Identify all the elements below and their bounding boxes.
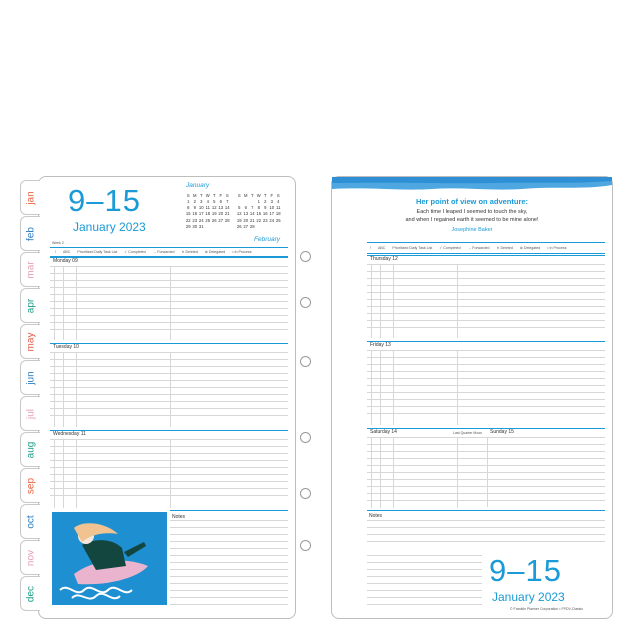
tab-dec[interactable]: [20, 576, 40, 611]
task-column-divider: [54, 439, 55, 508]
legend-item: ABC: [378, 246, 386, 250]
calendar-day: 27: [243, 223, 249, 229]
calendar-day: 2: [264, 199, 267, 204]
calendar-day: 27: [218, 217, 224, 223]
ruled-line: [50, 408, 288, 409]
legend-item: ✓ Completed: [439, 246, 461, 250]
calendar-day: 24: [269, 217, 275, 223]
calendar-day: 20: [218, 211, 224, 217]
calendar-day: 23: [192, 217, 198, 223]
month-year-footer: January 2023: [492, 590, 565, 604]
task-column-divider: [63, 439, 64, 508]
ruled-line: [367, 486, 605, 487]
ruled-line: [50, 308, 288, 309]
legend-item: ✕ Deleted: [496, 246, 513, 250]
calendar-day: 18: [205, 211, 211, 217]
quote-line-2: and when I regained earth it seemed to be mine alone!: [405, 217, 539, 223]
calendar-week-row: [185, 218, 231, 223]
ruled-line: [367, 357, 605, 358]
ruled-line: [50, 446, 288, 447]
ruled-line: [367, 271, 605, 272]
notes-line: [170, 555, 288, 556]
ruled-line: [50, 439, 288, 440]
binder-hole: [300, 297, 311, 308]
legend-item: ✕ Deleted: [181, 250, 198, 254]
schedule-column-divider: [457, 264, 458, 338]
calendar-day: 3: [270, 199, 273, 204]
notes-line: [170, 590, 288, 591]
notes-line: [367, 604, 482, 605]
legend-item: ✓ Completed: [124, 250, 146, 254]
ruled-line: [50, 329, 288, 330]
calendar-day: 8: [187, 205, 190, 211]
ruled-line: [367, 500, 605, 501]
calendar-day: 17: [198, 211, 204, 217]
calendar-day: 3: [200, 199, 203, 204]
surfer-illustration: [52, 512, 167, 605]
task-column-divider: [393, 350, 394, 425]
calendar-weekday: S: [276, 193, 280, 198]
task-column-divider: [371, 350, 372, 425]
ruled-line: [367, 399, 605, 400]
binder-hole: [300, 356, 311, 367]
ruled-line: [367, 437, 605, 438]
calendar-day: 18: [275, 211, 281, 217]
quote-line-1: Each time I leaped I seemed to touch the sky,: [416, 209, 528, 215]
schedule-column-divider: [170, 352, 171, 427]
calendar-weekday: S: [225, 193, 229, 198]
legend-item: Prioritized Daily Task List: [392, 246, 433, 250]
task-column-divider: [63, 352, 64, 427]
calendar-weekday: F: [219, 193, 223, 198]
notes-line: [367, 562, 482, 563]
calendar-day: 5: [213, 199, 216, 204]
tab-mar[interactable]: [20, 252, 40, 287]
task-column-divider: [380, 264, 381, 338]
calendar-day: 25: [275, 217, 281, 223]
ruled-line: [367, 327, 605, 328]
ruled-line: [50, 280, 288, 281]
tab-nov[interactable]: [20, 540, 40, 575]
task-column-divider: [63, 266, 64, 340]
calendar-day: [275, 224, 282, 229]
ruled-line: [50, 495, 288, 496]
january-mini-calendar: [185, 193, 231, 230]
notes-line: [170, 548, 288, 549]
ruled-line: [50, 301, 288, 302]
calendar-weekday-row: [236, 193, 282, 198]
legend-item: → Forwarded: [467, 246, 490, 250]
calendar-week-row: [185, 224, 231, 229]
ruled-line: [367, 385, 605, 386]
ruled-line: [50, 488, 288, 489]
ruled-line: [367, 472, 605, 473]
day-separator: [50, 257, 288, 258]
legend-item: !: [55, 250, 56, 254]
tab-label-jun: jun: [25, 370, 36, 385]
ruled-line: [50, 322, 288, 323]
quote-heading: Her point of view on adventure:: [415, 197, 529, 206]
right-task-legend: [370, 246, 567, 250]
calendar-day: 28: [224, 217, 230, 223]
calendar-day: 1: [187, 199, 190, 204]
legend-item: !: [370, 246, 371, 250]
binder-hole: [300, 488, 311, 499]
ruled-line: [50, 460, 288, 461]
task-column-divider: [76, 439, 77, 508]
tab-label-apr: apr: [25, 298, 36, 313]
notes-line: [367, 555, 482, 556]
calendar-week-row: [185, 199, 231, 204]
ruled-line: [50, 315, 288, 316]
legend-item: Prioritized Daily Task List: [77, 250, 118, 254]
calendar-day: 15: [256, 211, 262, 217]
tab-label-nov: nov: [25, 549, 36, 566]
notes-line: [170, 576, 288, 577]
calendar-weekday: F: [270, 193, 274, 198]
calendar-day: 11: [276, 205, 281, 211]
tab-label-jan: jan: [25, 190, 36, 205]
calendar-day: 16: [192, 211, 198, 217]
ruled-line: [50, 401, 288, 402]
binder-hole: [300, 432, 311, 443]
notes-line: [170, 597, 288, 598]
week-range-title: 9–15: [68, 183, 141, 218]
ruled-line: [50, 415, 288, 416]
day-label-tuesday: Tuesday 10: [53, 344, 79, 350]
task-legend: [55, 250, 252, 254]
calendar-day: 21: [249, 217, 255, 223]
calendar-day: [224, 224, 231, 229]
calendar-day: 26: [211, 217, 217, 223]
calendar-day: 6: [219, 199, 222, 204]
day-separator: [367, 428, 605, 429]
february-mini-calendar: [236, 193, 282, 230]
calendar-week-row: [236, 218, 282, 223]
calendar-weekday: S: [186, 193, 190, 198]
ruled-line: [367, 350, 605, 351]
tab-jan[interactable]: [20, 180, 40, 215]
calendar-day: 19: [236, 217, 242, 223]
calendar-day: 9: [264, 205, 267, 211]
moon-phase-note: Last Quarter Moon: [453, 431, 483, 435]
week-range-footer: 9–15: [489, 553, 562, 588]
calendar-day: 10: [269, 205, 275, 211]
ruled-line: [50, 481, 288, 482]
ruled-line: [367, 320, 605, 321]
ruled-line: [50, 359, 288, 360]
week-number: Week 2: [52, 241, 64, 245]
calendar-weekday: W: [256, 193, 261, 198]
notes-line: [170, 604, 288, 605]
ruled-line: [367, 451, 605, 452]
task-column-divider: [380, 350, 381, 425]
notes-line: [367, 527, 605, 528]
day-label-friday: Friday 13: [370, 342, 391, 348]
calendar-day: 12: [236, 211, 242, 217]
notes-line: [367, 590, 482, 591]
ruled-line: [367, 292, 605, 293]
tab-label-oct: oct: [25, 514, 36, 529]
february-mini-calendar-title: February: [254, 236, 281, 243]
ruled-line: [367, 479, 605, 480]
calendar-day: 28: [249, 223, 255, 229]
ruled-line: [50, 366, 288, 367]
task-column-divider: [393, 437, 394, 508]
ruled-line: [50, 380, 288, 381]
calendar-day: 26: [236, 223, 242, 229]
calendar-day: 24: [198, 217, 204, 223]
legend-item: ⊗ Delegated: [204, 250, 226, 254]
calendar-week-row: [236, 199, 282, 204]
january-mini-calendar-title: January: [186, 182, 210, 189]
calendar-day: 4: [277, 199, 280, 204]
calendar-weekday: T: [250, 193, 254, 198]
tab-label-aug: aug: [25, 441, 36, 458]
notes-line: [170, 541, 288, 542]
calendar-day: 15: [185, 211, 191, 217]
calendar-day: 13: [218, 205, 224, 211]
calendar-day: 5: [238, 205, 241, 211]
ruled-line: [50, 266, 288, 267]
calendar-day: 30: [192, 223, 198, 229]
tab-may[interactable]: [20, 324, 40, 359]
calendar-day: 16: [262, 211, 268, 217]
tab-jun[interactable]: [20, 360, 40, 395]
notes-line: [170, 583, 288, 584]
calendar-day: 7: [226, 199, 229, 204]
calendar-week-row: [236, 211, 282, 216]
day-separator: [367, 341, 605, 342]
calendar-weekday: W: [205, 193, 210, 198]
month-year-title: January 2023: [73, 220, 146, 234]
calendar-day: 1: [257, 199, 260, 204]
ruled-line: [367, 306, 605, 307]
schedule-column-divider: [170, 266, 171, 340]
calendar-weekday-row: [185, 193, 231, 198]
ruled-line: [50, 352, 288, 353]
tab-apr[interactable]: [20, 288, 40, 323]
copyright-text: © Franklin Planner Corporation • FPDV-Classic: [510, 607, 584, 611]
ruled-line: [367, 371, 605, 372]
quote-author: Josephine Baker: [451, 227, 493, 233]
calendar-day: 10: [198, 205, 204, 211]
tab-sep[interactable]: [20, 468, 40, 503]
watercolor-banner: [332, 177, 612, 191]
ruled-line: [50, 373, 288, 374]
notes-line: [170, 569, 288, 570]
notes-line: [367, 569, 482, 570]
notes-line: [367, 534, 605, 535]
ruled-line: [367, 465, 605, 466]
notes-label-left: Notes: [172, 514, 186, 520]
tab-jul[interactable]: [20, 396, 40, 431]
legend-item: → Forwarded: [152, 250, 175, 254]
notes-line: [170, 520, 288, 521]
ruled-line: [367, 444, 605, 445]
tab-oct[interactable]: [20, 504, 40, 539]
legend-item: • In Process: [547, 246, 567, 250]
tab-label-dec: dec: [25, 585, 36, 602]
task-column-divider: [54, 352, 55, 427]
calendar-day: 2: [193, 199, 196, 204]
calendar-day: 8: [257, 205, 260, 211]
ruled-line: [367, 493, 605, 494]
calendar-day: 23: [262, 217, 268, 223]
calendar-weekday: T: [212, 193, 216, 198]
ruled-line: [50, 467, 288, 468]
tab-label-feb: feb: [25, 226, 36, 241]
calendar-day: 13: [243, 211, 249, 217]
task-column-divider: [76, 266, 77, 340]
ruled-line: [367, 458, 605, 459]
right-header-rule: [367, 242, 605, 243]
schedule-column-divider: [457, 350, 458, 425]
day-label-monday: Monday 09: [53, 258, 78, 264]
calendar-day: 22: [185, 217, 191, 223]
task-column-divider: [393, 264, 394, 338]
tab-feb[interactable]: [20, 216, 40, 251]
day-label-thursday: Thursday 12: [370, 256, 398, 262]
calendar-week-row: [185, 211, 231, 216]
ruled-line: [367, 392, 605, 393]
tab-label-sep: sep: [25, 477, 36, 494]
tab-label-may: may: [25, 332, 36, 351]
calendar-week-row: [236, 224, 282, 229]
task-column-divider: [76, 352, 77, 427]
calendar-day: 31: [198, 223, 204, 229]
ruled-line: [367, 299, 605, 300]
calendar-day: 12: [211, 205, 217, 211]
calendar-weekday: M: [244, 193, 248, 198]
calendar-week-row: [236, 205, 282, 210]
calendar-day: 7: [251, 205, 254, 211]
notes-line: [170, 534, 288, 535]
ruled-line: [50, 287, 288, 288]
task-column-divider: [54, 266, 55, 340]
ruled-line: [50, 273, 288, 274]
calendar-day: 6: [244, 205, 247, 211]
calendar-day: 17: [269, 211, 275, 217]
binder-hole: [300, 540, 311, 551]
ruled-line: [50, 453, 288, 454]
weekend-split-divider: [487, 437, 488, 507]
notes-line: [367, 541, 605, 542]
notes-line: [367, 597, 482, 598]
legend-item: ⊗ Delegated: [519, 246, 541, 250]
task-column-divider: [371, 437, 372, 508]
notes-separator: [367, 510, 605, 511]
tab-label-mar: mar: [25, 260, 36, 279]
binder-hole: [300, 251, 311, 262]
ruled-line: [367, 285, 605, 286]
day-separator: [367, 255, 605, 256]
legend-item: ABC: [63, 250, 71, 254]
notes-line: [170, 527, 288, 528]
day-label-wednesday: Wednesday 11: [53, 431, 86, 437]
ruled-line: [367, 364, 605, 365]
day-separator: [50, 343, 288, 344]
notes-line: [367, 583, 482, 584]
calendar-day: 20: [243, 217, 249, 223]
calendar-day: 14: [224, 205, 230, 211]
task-column-divider: [371, 264, 372, 338]
ruled-line: [50, 394, 288, 395]
calendar-day: 29: [185, 223, 191, 229]
ruled-line: [367, 264, 605, 265]
legend-item: • In Process: [232, 250, 252, 254]
calendar-day: 11: [205, 205, 210, 211]
ruled-line: [367, 278, 605, 279]
ruled-line: [367, 378, 605, 379]
notes-separator: [170, 510, 288, 511]
notes-line: [367, 576, 482, 577]
ruled-line: [50, 474, 288, 475]
header-rule: [50, 247, 288, 248]
notes-label-right: Notes: [369, 513, 383, 519]
schedule-column-divider: [170, 439, 171, 508]
schedule-column-divider: [457, 437, 458, 508]
task-column-divider: [380, 437, 381, 508]
calendar-day: 4: [206, 199, 209, 204]
calendar-day: 25: [205, 217, 211, 223]
ruled-line: [50, 294, 288, 295]
calendar-day: 9: [193, 205, 196, 211]
calendar-day: 21: [224, 211, 230, 217]
day-label-saturday: Saturday 14: [370, 429, 397, 435]
right-legend-rule: [367, 253, 605, 254]
tab-aug[interactable]: [20, 432, 40, 467]
notes-line: [170, 562, 288, 563]
calendar-weekday: T: [199, 193, 203, 198]
calendar-day: 14: [249, 211, 255, 217]
notes-line: [367, 520, 605, 521]
calendar-week-row: [185, 205, 231, 210]
ruled-line: [50, 387, 288, 388]
ruled-line: [367, 413, 605, 414]
calendar-day: 19: [211, 211, 217, 217]
calendar-weekday: M: [193, 193, 197, 198]
calendar-weekday: T: [263, 193, 267, 198]
tab-label-jul: jul: [25, 408, 36, 419]
calendar-day: 22: [256, 217, 262, 223]
day-label-sunday: Sunday 15: [490, 429, 514, 435]
ruled-line: [367, 313, 605, 314]
ruled-line: [367, 406, 605, 407]
calendar-weekday: S: [237, 193, 241, 198]
